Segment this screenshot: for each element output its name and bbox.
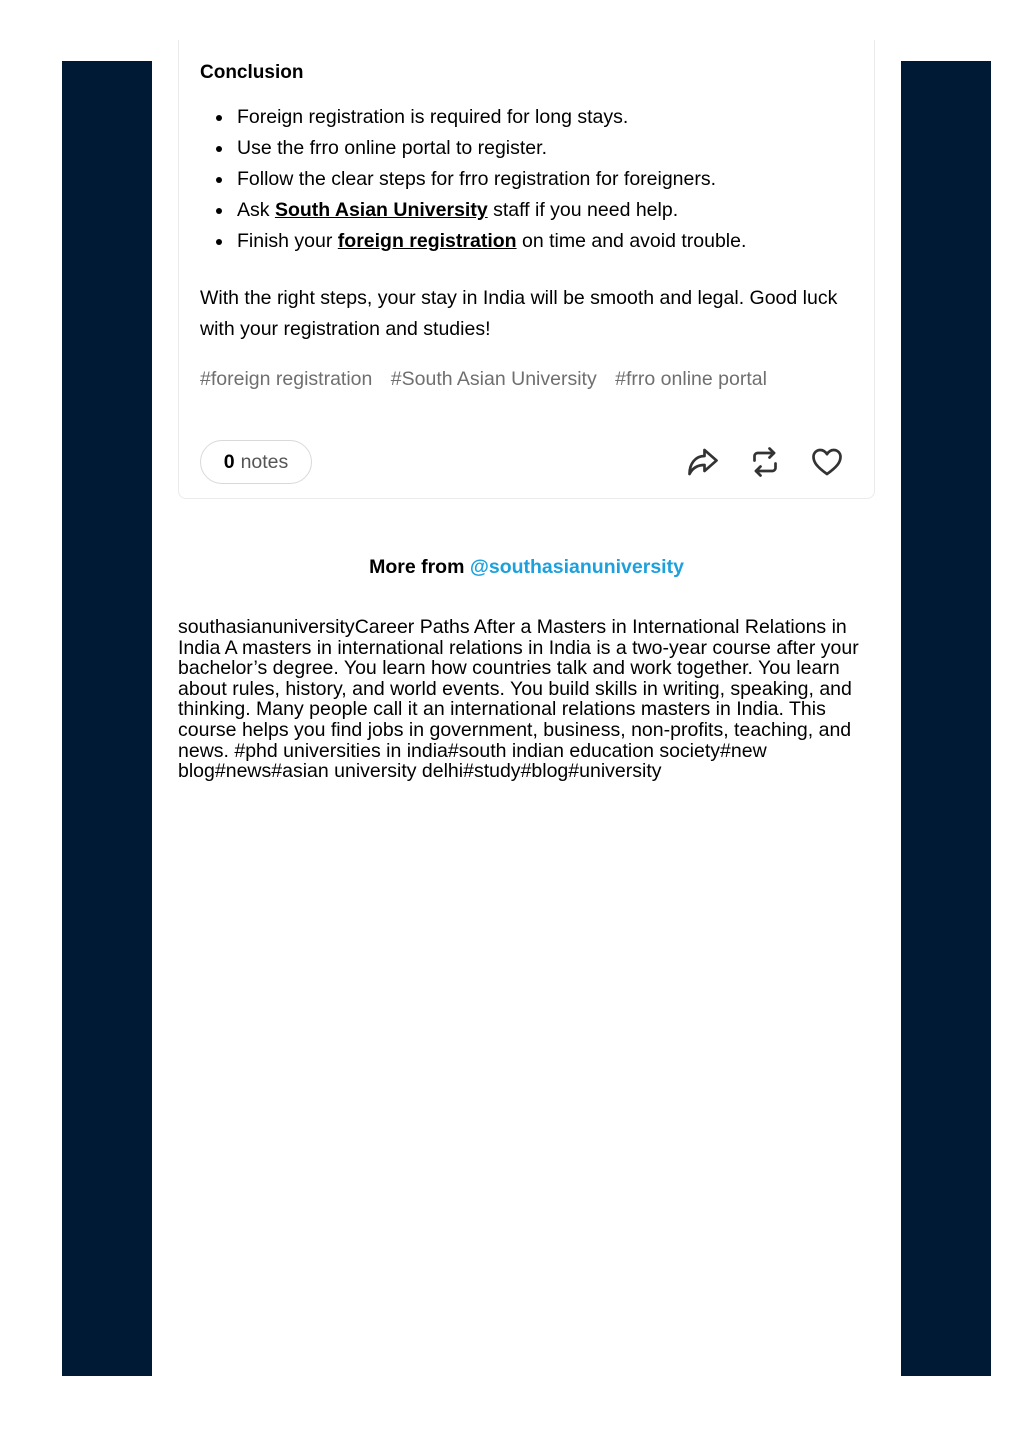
tag-link[interactable]: #foreign registration — [200, 368, 373, 390]
right-sidebar-panel — [901, 61, 991, 1376]
notes-label: notes — [240, 450, 289, 473]
related-author-link[interactable]: southasianuniversity — [178, 616, 355, 638]
related-tag-link[interactable]: #study — [463, 760, 521, 783]
author-handle-link[interactable]: @southasianuniversity — [469, 556, 684, 578]
list-item: Ask South Asian University staff if you need help. — [237, 195, 746, 226]
list-item: Follow the clear steps for frro registration for foreigners. — [237, 164, 746, 195]
list-item: Finish your foreign registration on time and avoid trouble. — [237, 226, 746, 257]
list-item: Use the frro online portal to register. — [237, 133, 746, 164]
tag-link[interactable]: #frro online portal — [615, 368, 767, 390]
related-tag-link[interactable]: #asian university delhi — [271, 760, 464, 783]
conclusion-list — [200, 102, 746, 257]
left-sidebar-panel — [62, 61, 152, 1376]
more-from-heading — [178, 556, 875, 579]
related-tag-link[interactable]: #south indian education society — [447, 739, 721, 762]
share-icon[interactable] — [685, 444, 721, 480]
related-post — [178, 617, 878, 782]
reblog-icon[interactable] — [747, 444, 783, 480]
notes-count: 0 — [223, 450, 235, 473]
related-tag-link[interactable]: #blog — [520, 760, 569, 783]
south-asian-university-link[interactable]: South Asian University — [274, 199, 488, 221]
list-item: Foreign registration is required for long stays. — [237, 102, 746, 133]
related-tag-link[interactable]: #news — [214, 760, 272, 783]
foreign-registration-link[interactable]: foreign registration — [337, 230, 517, 252]
tag-link[interactable]: #South Asian University — [390, 368, 597, 390]
related-post-body: A masters in international relations in India is a two-year course after your bachelor’s degree. You learn how countries talk and work together. You learn about rules, history, and world events. You build skills in writing, speaking, and thinking. Many people call it an international relations masters in India. This course helps you find jobs in government, business, non-profits, teaching, and news. — [178, 636, 859, 762]
related-tag-link[interactable]: #phd universities in india — [234, 739, 448, 762]
closing-paragraph: With the right steps, your stay in India will be smooth and legal. Good luck with your registration and studies! — [200, 287, 838, 340]
post-tags — [200, 368, 780, 391]
related-post-title-link[interactable]: Career Paths After a Masters in International Relations in India — [178, 616, 847, 659]
related-tag-link[interactable]: #new blog — [178, 739, 767, 783]
more-from-prefix: More from — [369, 556, 465, 578]
related-tag-link[interactable]: #university — [568, 760, 662, 783]
post-card — [178, 40, 875, 499]
post-actions — [685, 444, 845, 480]
notes-button[interactable] — [200, 440, 312, 484]
like-heart-icon[interactable] — [809, 444, 845, 480]
post-heading: Conclusion — [200, 62, 304, 83]
